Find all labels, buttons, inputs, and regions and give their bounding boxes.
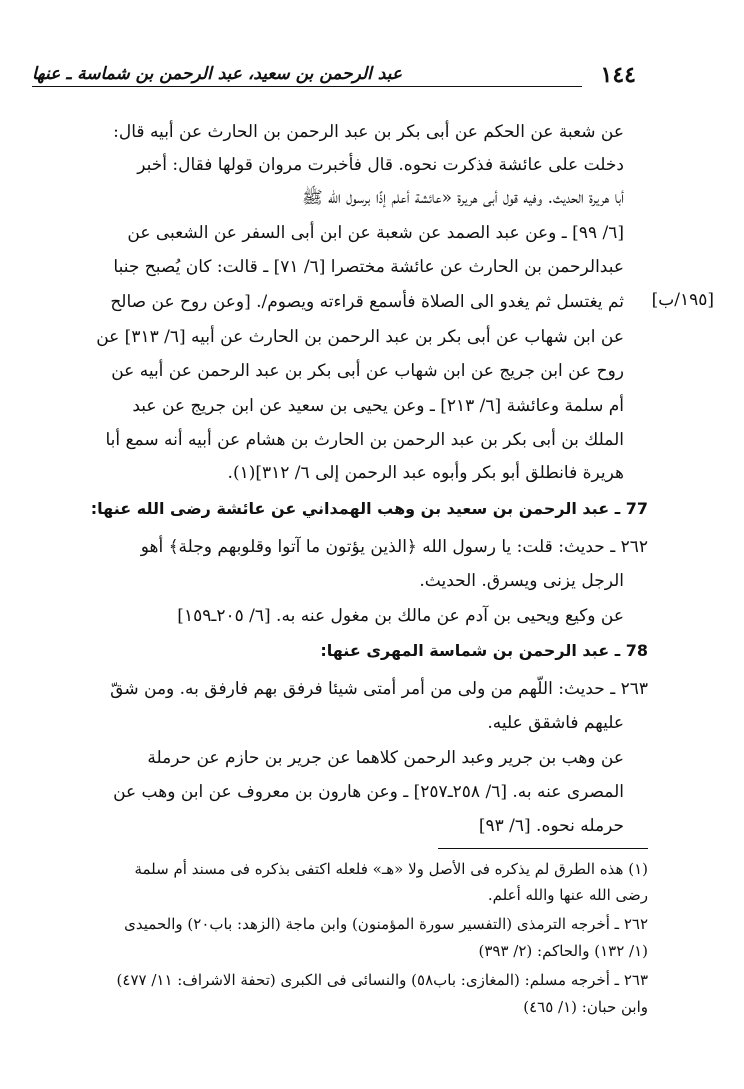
footnote-line: (١) هذه الطرق لم يذكره فى الأصل ولا «هـ» فلعله اكتفى بذكره فى مسند أم سلمة xyxy=(134,860,648,878)
text-line: أم سلمة وعائشة [٦/ ٢١٣] ـ وعن يحيى بن سعيد عن ابن جريج عن عبد xyxy=(132,396,624,416)
footnote-rule xyxy=(438,848,648,849)
text-line: [٦/ ٩٩] ـ وعن عبد الصمد عن شعبة عن ابن أبى السفر عن الشعبى عن xyxy=(127,223,624,243)
footnote-line: ٢٦٣ ـ أخرجه مسلم: (المغازى: باب٥٨) والنسائى فى الكبرى (تحفة الاشراف: ١١/ ٤٧٧) xyxy=(116,971,648,989)
footnote-line: وابن حبان: (١/ ٤٦٥) xyxy=(523,998,648,1016)
hadith-263-line: ٢٦٣ ـ حديث: اللّهم من ولى من أمر أمتى شيئا فرفق بهم فارفق به. ومن شقّ xyxy=(110,679,648,699)
header-rule xyxy=(32,86,582,87)
text-line: روح عن ابن جريج عن ابن شهاب عن أبى بكر بن عبد الرحمن عن أبيه عن xyxy=(111,361,624,381)
hadith-263-line: عليهم فاشقق عليه. xyxy=(487,713,624,733)
text-line: عن شعبة عن الحكم عن أبى بكر بن عبد الرحمن بن الحارث عن أبيه قال: xyxy=(113,122,624,142)
footnote-line: رضى الله عنها والله أعلم. xyxy=(487,886,648,904)
hadith-262-source: عن وكيع ويحيى بن آدم عن مالك بن مغول عنه به. [٦/ ٢٠٥ـ١٥٩] xyxy=(177,606,624,626)
page-number: ١٤٤ xyxy=(600,62,636,88)
hadith-263-source: حرمله نحوه. [٦/ ٩٣] xyxy=(478,816,624,836)
hadith-263-source: المصرى عنه به. [٦/ ٢٥٨ـ٢٥٧] ـ وعن هارون بن معروف عن ابن وهب عن xyxy=(113,782,624,802)
hadith-262-line: ٢٦٢ ـ حديث: قلت: يا رسول الله ﴿الذين يؤتون ما آتوا وقلوبهم وجلة﴾ أهو xyxy=(140,537,648,557)
text-line: الملك بن أبى بكر بن عبد الرحمن بن الحارث بن هشام عن أبيه أنه سمع أبا xyxy=(105,430,624,450)
running-title: عبد الرحمن بن سعيد، عبد الرحمن بن شماسة ـ عنها xyxy=(32,64,402,84)
page-header xyxy=(32,58,636,94)
margin-folio-note: [١٩٥/ب] xyxy=(651,290,714,310)
section-77-heading: 77 ـ عبد الرحمن بن سعيد بن وهب الهمداني عن عائشة رضى الله عنها: xyxy=(90,499,648,518)
footnote-line: ٢٦٢ ـ أخرجه الترمذى (التفسير سورة المؤمنون) وابن ماجة (الزهد: باب٢٠) والحميدى xyxy=(124,915,648,933)
text-line: دخلت على عائشة فذكرت نحوه. قال فأخبرت مروان قولها فقال: أخبر xyxy=(137,155,624,175)
text-line: هريرة فانطلق أبو بكر وأبوه عبد الرحمن إلى ٦/ ٣١٢](١). xyxy=(227,463,624,483)
footnote-line: (١/ ١٣٢) والحاكم: (٢/ ٣٩٣) xyxy=(478,942,648,960)
text-line: عبدالرحمن بن الحارث عن عائشة مختصرا [٦/ ٧١] ـ قالت: كان يُصبح جنبا xyxy=(113,257,624,277)
hadith-262-line: الرجل يزنى ويسرق. الحديث. xyxy=(419,571,624,591)
text-line: عن ابن شهاب عن أبى بكر بن عبد الرحمن بن الحارث عن أبيه [٦/ ٣١٣] عن xyxy=(96,327,624,347)
text-line: أبا هريرة الحديث. وفيه قول أبى هريرة «عائشة أعلم إذًا برسول الله ﷺ xyxy=(302,188,624,208)
text-line: ثم يغتسل ثم يغدو الى الصلاة فأسمع قراءته ويصوم/. [وعن روح عن صالح xyxy=(110,292,624,312)
hadith-263-source: عن وهب بن جرير وعبد الرحمن كلاهما عن جرير بن حازم عن حرملة xyxy=(147,748,624,768)
section-78-heading: 78 ـ عبد الرحمن بن شماسة المهرى عنها: xyxy=(320,641,648,660)
